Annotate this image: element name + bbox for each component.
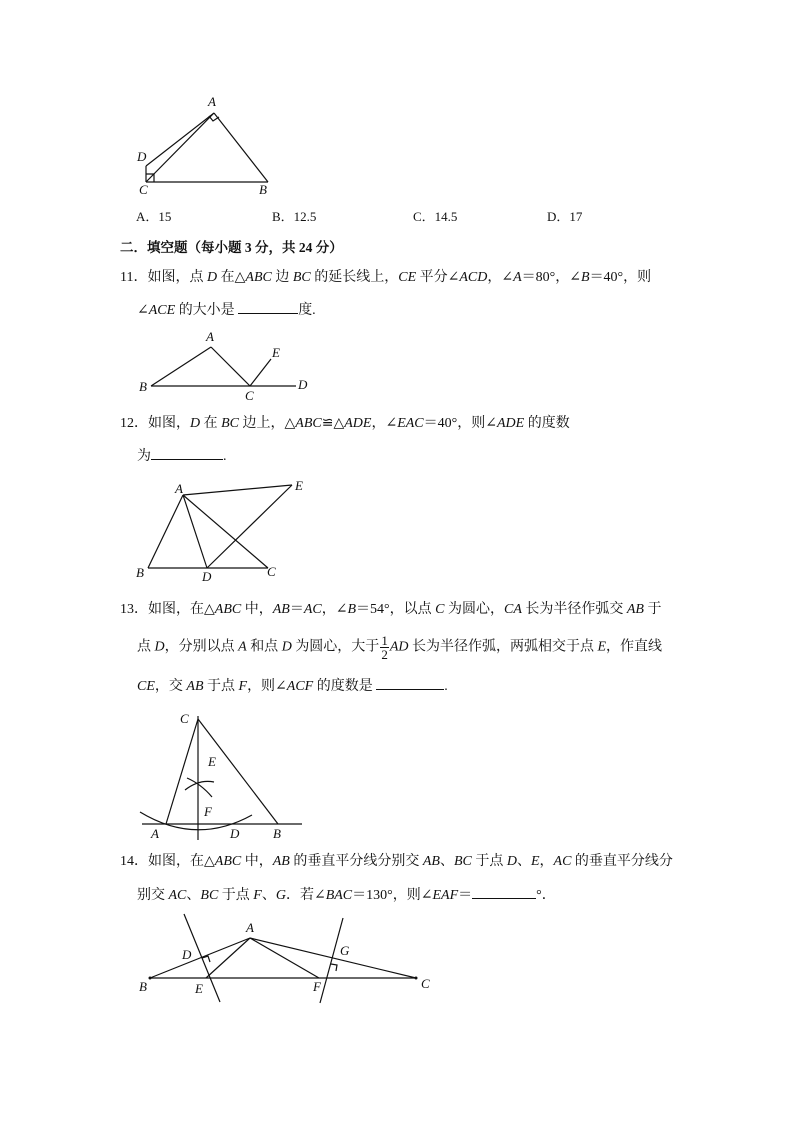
q14-label-a: A [246,920,254,935]
q14-point-c [415,977,418,980]
q14-line2: 别交 AC、BC 于点 F、G．若∠BAC＝130°，则∠EAF＝ °． [137,884,556,906]
q11-label-c: C [245,388,254,403]
q12-label-e: E [295,478,303,493]
q12-label-d: D [202,569,212,584]
section-title: 二．填空题（每小题 3 分，共 24 分） [120,240,343,255]
q10-option-b[interactable]: B．12.5 [272,209,317,224]
q11-label-e: E [272,345,280,360]
q13-fraction: $\frac{1}{2}$ [381,633,388,662]
q10-label-d: D [137,149,147,164]
q12-line2: 为 . [137,445,227,467]
q14-label-c: C [421,976,430,991]
q14-segment-ac [250,938,416,978]
q12-label-b: B [136,565,144,580]
q11-line1: 11．如图，点 D 在△ABC 边 BC 的延长线上，CE 平分∠ACD，∠A＝80°，∠B＝40°，则 [120,270,652,285]
q14-point-b [149,977,152,980]
q13-label-a: A [151,826,159,841]
q10-label-c: C [139,182,148,197]
q14-label-b: B [139,979,147,994]
q14-segment-af [250,938,319,978]
q11-label-b: B [139,379,147,394]
q13-label-e: E [208,754,216,769]
q13-label-c: C [180,711,189,726]
q13-label-b: B [273,826,281,841]
q14-line1: 14．如图，在△ABC 中，AB 的垂直平分线分别交 AB、BC 于点 D、E，AC 的垂直平分线分 [120,854,673,869]
q10-option-d[interactable]: D．17 [547,209,583,224]
q13-label-f: F [204,804,212,819]
q14-right-angle-g [331,964,337,971]
q12-label-c: C [267,564,276,579]
q14-segment-ae [206,938,250,978]
q11-label-a: A [206,329,214,344]
q10-label-b: B [259,182,267,197]
q14-segment-ba [150,938,250,978]
q14-label-d: D [182,947,192,962]
q13-line3: CE，交 AB 于点 F，则∠ACF 的度数是 . [137,675,448,697]
q14-label-g: G [340,943,350,958]
q14-label-f: F [313,979,321,994]
q13-label-d: D [230,826,240,841]
q12-line1: 12．如图，D 在 BC 边上，△ABC≌△ADE，∠EAC＝40°，则∠ADE 的度数 [120,416,570,431]
q13-line1: 13．如图，在△ABC 中，AB＝AC，∠B＝54°，以点 C 为圆心，CA 长为半径作弧交 AB 于 [120,602,662,617]
q14-bisector-gf [320,918,343,1003]
q11-line2: ∠ACE 的大小是 度. [137,299,316,321]
q11-label-d: D [298,377,308,392]
q12-label-a: A [175,481,183,496]
q10-option-a[interactable]: A．15 [136,209,172,224]
q14-label-e: E [195,981,203,996]
q10-option-c[interactable]: C．14.5 [413,209,458,224]
q13-line2: 点 D，分别以点 A 和点 D 为圆心，大于 $\frac{1}{2}$ AD 长为半径作弧，两弧相交于点 E，作直线 [137,633,663,662]
q10-label-a: A [208,94,216,109]
